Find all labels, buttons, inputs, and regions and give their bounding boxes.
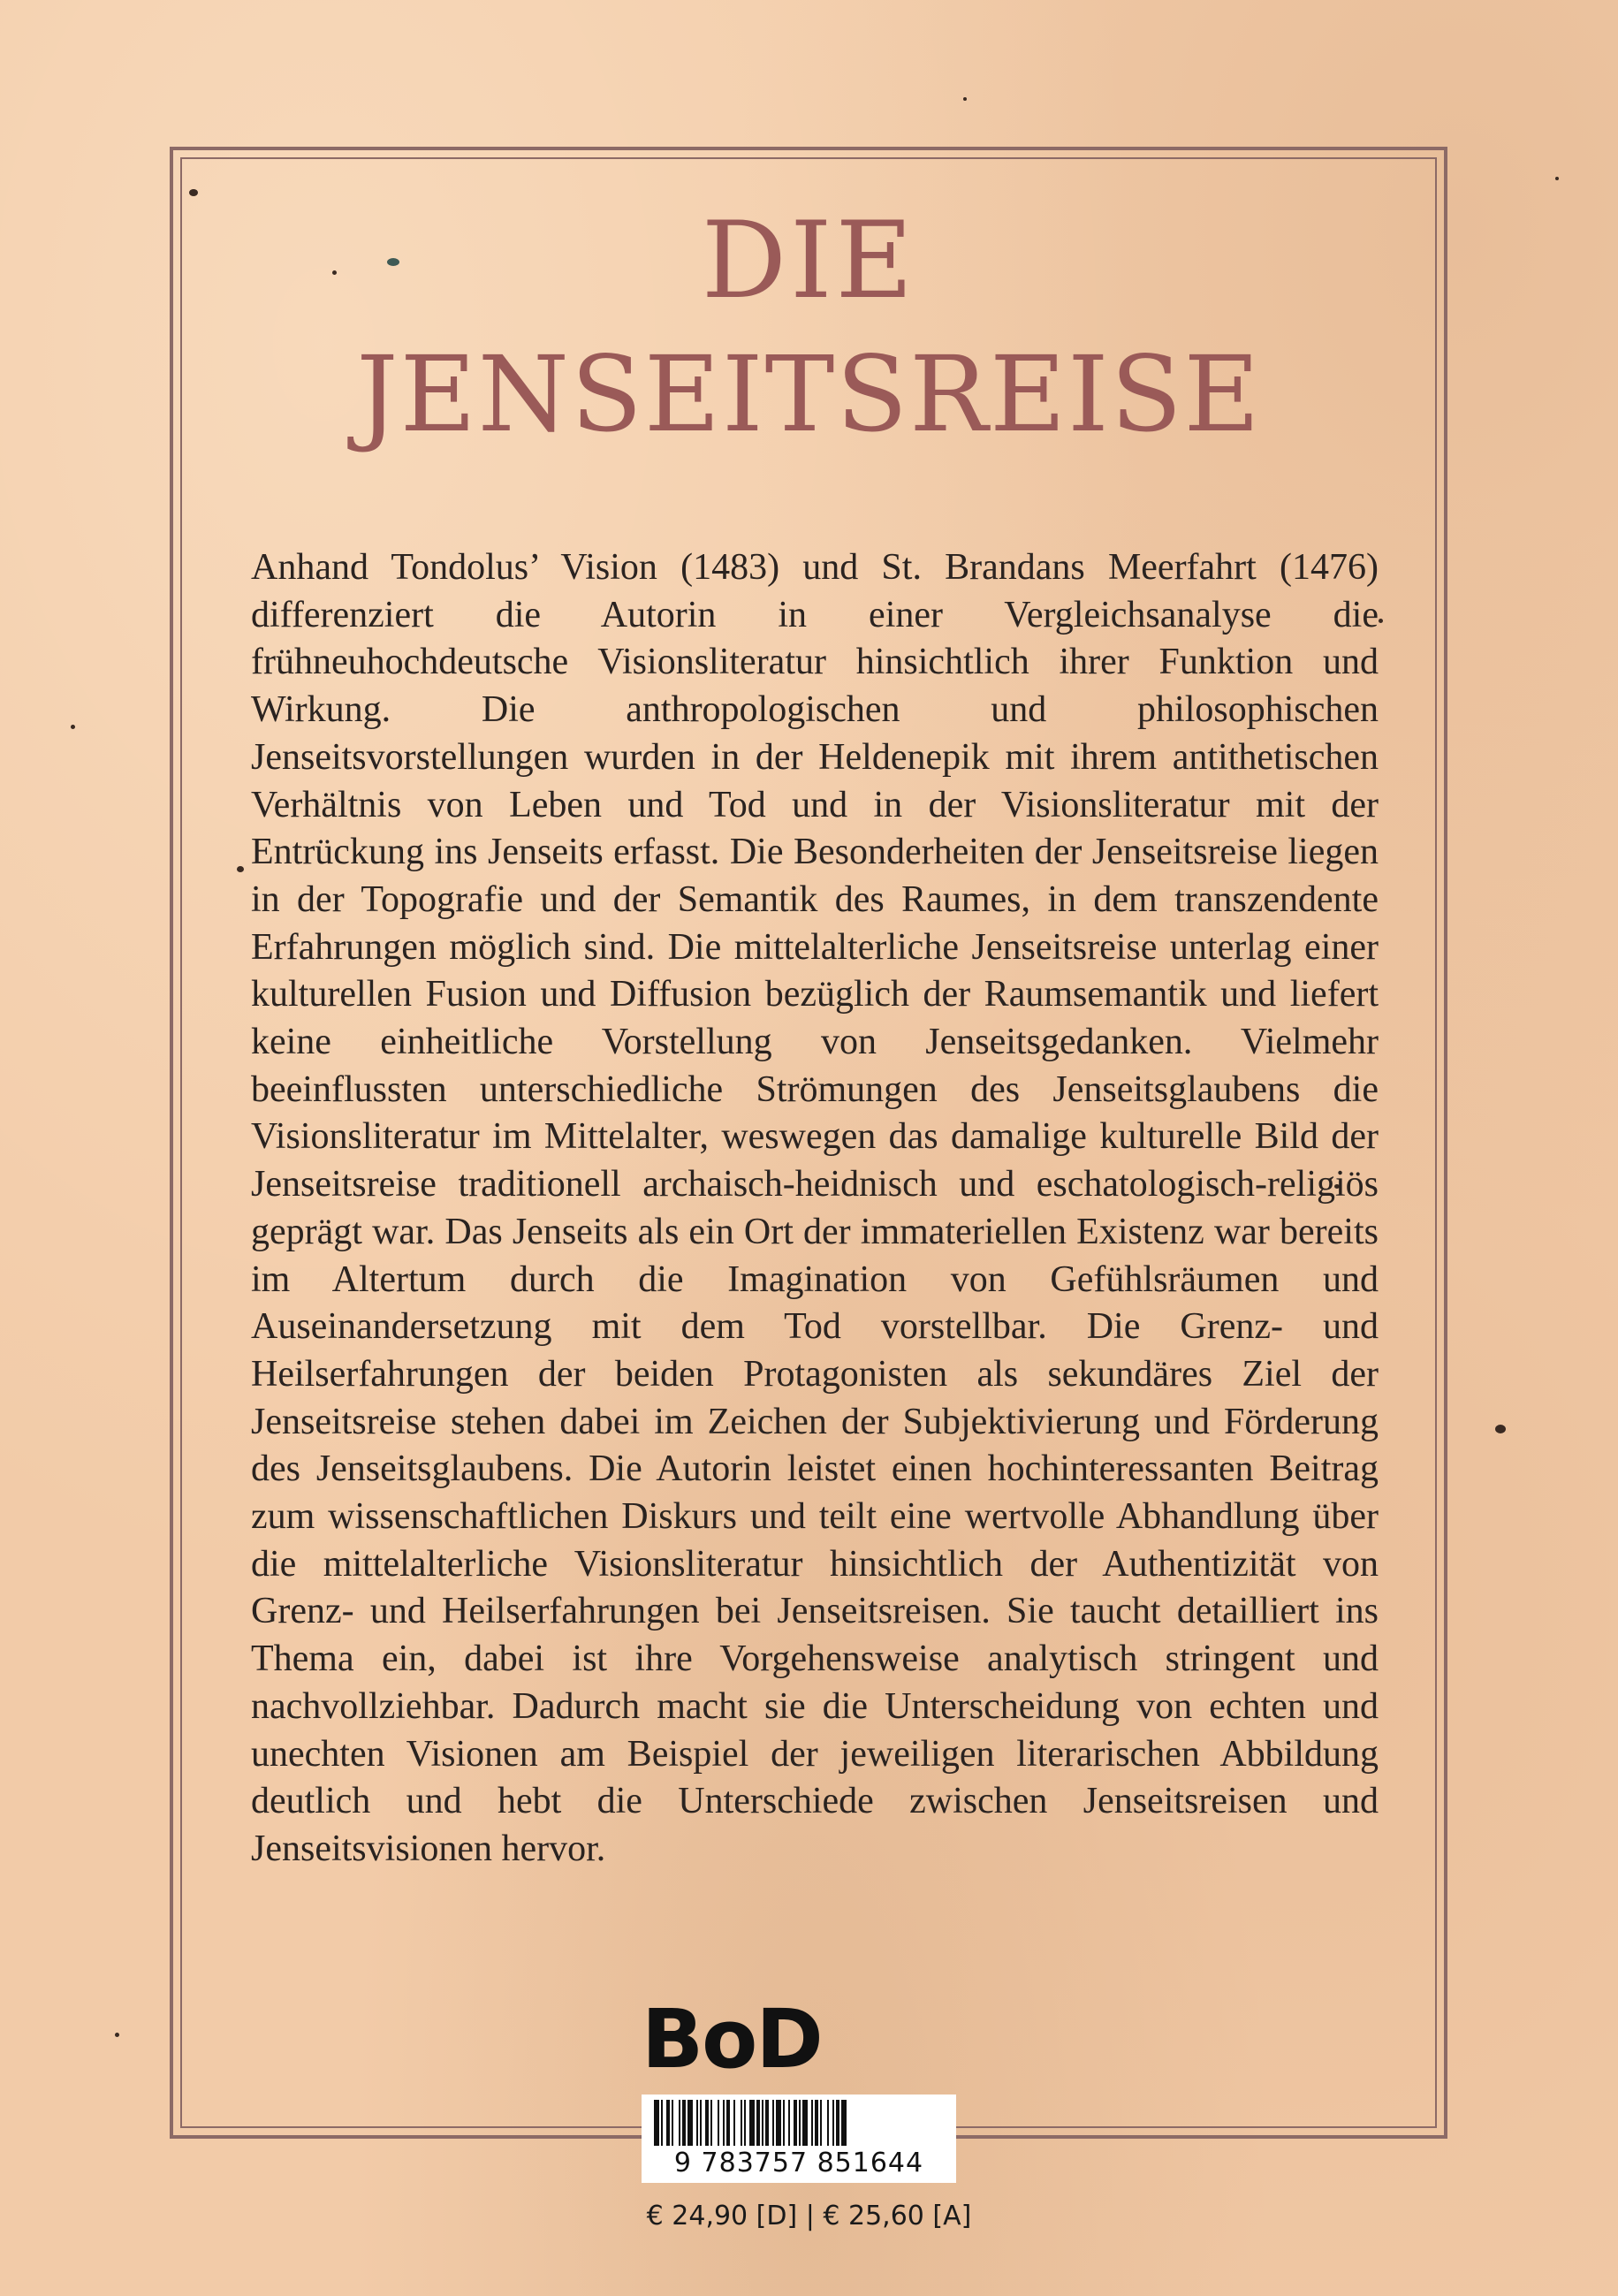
- barcode-bar: [788, 2100, 790, 2146]
- paper-speck: [115, 2033, 119, 2037]
- isbn-barcode: [642, 2095, 956, 2183]
- blurb-text: Anhand Tondolus’ Vision (1483) und St. Brandans Meerfahrt (1476) differenziert die Autorin in einer Vergleichsanalyse die frühneuhochdeutsche Visionsliteratur hinsichtlich ihrer Funktion und Wirkung. Die anthropologischen und philosophischen Jenseitsvorstellungen wurden in der Heldenepik mit ihrem antithetischen Verhältnis von Leben und Tod und in der Visionsliteratur mit der Entrückung ins Jenseits erfasst. Die Besonderheiten der Jenseitsreise liegen in der Topografie und der Semantik des Raumes, in dem transzendente Erfahrungen möglich sind. Die mittelalterliche Jenseitsreise unterlag einer kulturellen Fusion und Diffusion bezüglich der Raumsemantik und liefert keine einheitliche Vorstellung von Jenseitsgedanken. Vielmehr beeinflussten unterschiedliche Strömungen des Jenseitsglaubens die Visionsliteratur im Mittelalter, weswegen das damalige kulturelle Bild der Jenseitsreise traditionell archaisch-heidnisch und eschatologisch-religiös geprägt war. Das Jenseits als ein Ort der immateriellen Existenz war bereits im Altertum durch die Imagination von Gefühlsräumen und Auseinandersetzung mit dem Tod vorstellbar. Die Grenz- und Heilserfahrungen der beiden Protagonisten als sekundäres Ziel der Jenseitsreise stehen dabei im Zeichen der Subjektivierung und Förderung des Jenseitsglaubens. Die Autorin leistet einen hochinteressanten Beitrag zum wissenschaftlichen Diskurs und teilt eine wertvolle Abhandlung über die mittelalterliche Visionsliteratur hinsichtlich der Authentizität von Grenz- und Heilserfahrungen bei Jenseitsreisen. Sie taucht detailliert ins Thema ein, dabei ist ihre Vorgehensweise analytisch stringent und nachvollziehbar. Dadurch macht sie die Unterscheidung von echten und unechten Visionen am Beispiel der jeweiligen literarischen Abbildung deutlich und hebt die Unterschiede zwischen Jenseitsreisen und Jenseitsvisionen hervor.: [251, 547, 1379, 1869]
- publisher-logo: BoD: [642, 1992, 822, 2087]
- barcode-bar: [820, 2100, 822, 2146]
- barcode-bar: [794, 2100, 797, 2146]
- barcode-bar: [710, 2100, 712, 2146]
- barcode-bar: [756, 2100, 760, 2146]
- barcode-bar: [723, 2100, 725, 2146]
- barcode-bar: [679, 2100, 680, 2146]
- barcode-bar: [705, 2100, 709, 2146]
- barcode-bar: [765, 2100, 769, 2146]
- barcode-bar: [772, 2100, 774, 2146]
- barcode-bar: [733, 2100, 735, 2146]
- barcode-bar: [762, 2100, 763, 2146]
- barcode-bar: [744, 2100, 746, 2146]
- isbn-digits: 9 783757 851644: [673, 2148, 924, 2178]
- barcode-bar: [682, 2100, 686, 2146]
- barcode-bar: [741, 2100, 742, 2146]
- barcode-bar: [661, 2100, 663, 2146]
- barcode-bar: [802, 2100, 808, 2146]
- barcode-bar: [654, 2100, 659, 2146]
- barcode-icon: [654, 2100, 944, 2146]
- barcode-bar: [718, 2100, 719, 2146]
- barcode-bar: [832, 2100, 834, 2146]
- barcode-bar: [666, 2100, 670, 2146]
- barcode-bar: [783, 2100, 785, 2146]
- barcode-bar: [672, 2100, 673, 2146]
- barcode-bar: [841, 2100, 847, 2146]
- paper-speck: [71, 725, 75, 729]
- barcode-bar: [749, 2100, 755, 2146]
- price-label: € 24,90 [D] | € 25,60 [A]: [646, 2201, 972, 2231]
- barcode-bar: [836, 2100, 839, 2146]
- book-title-line-2: JENSEITSREISE: [356, 333, 1262, 455]
- barcode-bar: [811, 2100, 813, 2146]
- barcode-bar: [776, 2100, 781, 2146]
- paper-speck: [963, 97, 967, 101]
- barcode-bar: [827, 2100, 829, 2146]
- barcode-bar: [799, 2100, 801, 2146]
- barcode-bar: [687, 2100, 693, 2146]
- barcode-bar: [700, 2100, 702, 2146]
- barcode-bar: [696, 2100, 698, 2146]
- barcode-bar: [815, 2100, 818, 2146]
- paper-speck: [1555, 177, 1559, 180]
- book-title-line-1: DIE: [701, 200, 917, 323]
- barcode-bar: [726, 2100, 730, 2146]
- paper-speck: [1495, 1425, 1506, 1433]
